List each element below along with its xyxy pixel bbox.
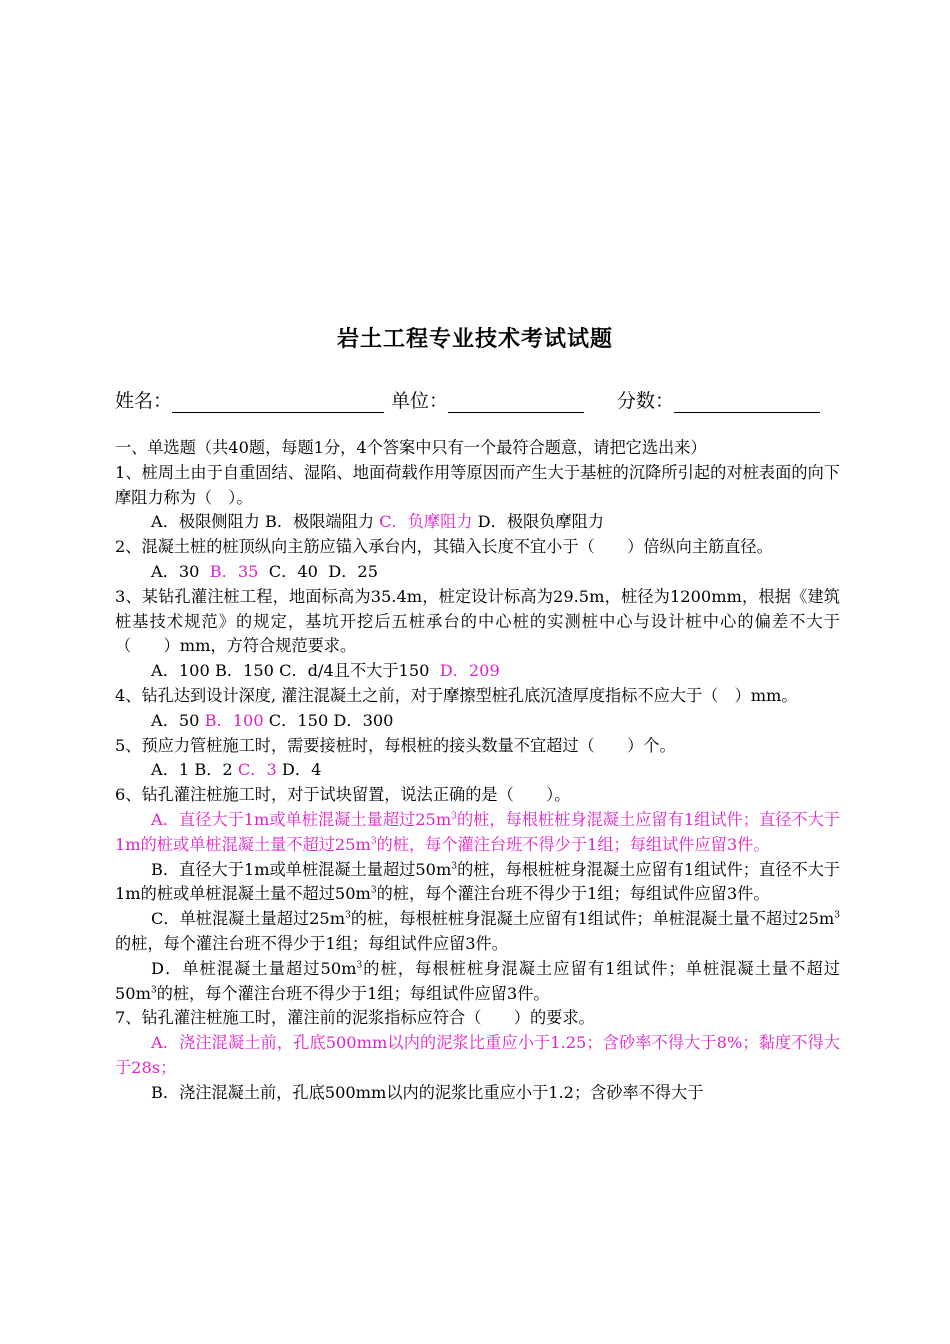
superscript: 3: [834, 910, 840, 921]
superscript: 3: [370, 885, 377, 896]
superscript: 3: [370, 836, 377, 847]
score-field: [617, 386, 820, 413]
q6-c-part2: 的桩，每根桩桩身混凝土应留有1组试件；单桩混凝土量不超过25m: [350, 909, 835, 929]
exam-body: [115, 436, 840, 1106]
question-1-stem: 1、桩周土由于自重固结、湿陷、地面荷载作用等原因而产生大于基桩的沉降所引起的对桩表面的向下摩阻力称为（ ）。: [115, 462, 840, 507]
q7-option-b: B．浇注混凝土前，孔底500mm以内的泥浆比重应小于1.2；含砂率不得大于: [151, 1082, 704, 1102]
question-2-options: [115, 560, 840, 585]
question-2-stem: 2、混凝土桩的桩顶纵向主筋应锚入承台内，其锚入长度不宜小于（ ）倍纵向主筋直径。: [115, 537, 773, 557]
page-title: 岩土工程专业技术考试试题: [336, 327, 613, 352]
q4-option-a: A．50: [151, 710, 200, 730]
q6-option-b: [115, 858, 840, 908]
exam-header: [115, 386, 855, 416]
name-field: [115, 386, 384, 413]
q6-d-part2: 的桩，每根桩桩身混凝土应留有1组试件；单桩混凝土量不超过50m: [115, 958, 840, 1003]
q6-option-c: [115, 907, 840, 957]
question-6-stem: 6、钻孔灌注桩施工时，对于试块留置，说法正确的是（ ）。: [115, 785, 571, 805]
section-heading: 一、单选题（共40题，每题1分，4个答案中只有一个最符合题意，请把它选出来）: [115, 438, 707, 457]
q6-option-d: [115, 957, 840, 1007]
q6-a-part1: A．直径大于1m或单桩混凝土量超过25m: [151, 809, 452, 829]
q5-option-c-answer: C．3: [237, 760, 277, 780]
q6-b-part1: B．直径大于1m或单桩混凝土量超过50m: [151, 859, 452, 879]
q3-option-c: C．d/4且不大于150: [279, 661, 430, 681]
q5-option-a: A．1: [151, 760, 190, 780]
q2-option-d: D．25: [328, 561, 378, 581]
question-3-options: [115, 659, 840, 684]
name-blank: [172, 390, 384, 413]
q3-option-b: B．150: [214, 661, 274, 681]
question-4-options: [115, 709, 840, 734]
name-label: 姓名：: [115, 390, 173, 412]
q3-option-d-answer: D．209: [439, 661, 500, 681]
unit-blank: [448, 390, 584, 413]
q1-option-c-answer: C．负摩阻力: [379, 512, 473, 532]
q6-b-part2: 的桩，每根桩桩身混凝土应留有1组试件；直径不大于1m的桩或单桩混凝土量不超过50m: [115, 859, 840, 904]
q5-option-b: B．2: [194, 760, 233, 780]
q2-option-b-answer: B．35: [209, 561, 259, 581]
q6-b-part3: 的桩，每个灌注台班不得少于1组；每组试件应留3件。: [376, 884, 770, 904]
superscript: 3: [451, 861, 458, 872]
score-label: 分数：: [617, 390, 675, 412]
question-4-stem: 4、钻孔达到设计深度, 灌注混凝土之前，对于摩擦型桩孔底沉渣厚度指标不应大于（ ）mm。: [115, 685, 798, 705]
q5-option-d: D．4: [281, 760, 322, 780]
q1-option-b: B．极限端阻力: [264, 512, 375, 532]
q6-a-part2: 的桩，每根桩桩身混凝土应留有1组试件；直径不大于1m的桩或单桩混凝土量不超过25m: [115, 809, 840, 854]
q6-d-part3: 的桩，每个灌注台班不得少于1组；每组试件应留3件。: [156, 983, 550, 1003]
superscript: 3: [356, 960, 363, 971]
question-7-stem: 7、钻孔灌注桩施工时，灌注前的泥浆指标应符合（ ）的要求。: [115, 1008, 595, 1028]
unit-field: [391, 386, 584, 413]
q6-option-a-answer: [115, 808, 840, 858]
question-5-options: [115, 758, 840, 783]
q6-c-part3: 的桩，每个灌注台班不得少于1组；每组试件应留3件。: [115, 933, 508, 953]
unit-label: 单位：: [391, 390, 449, 412]
q6-a-part3: 的桩，每个灌注台班不得少于1组；每组试件应留3件。: [376, 834, 770, 854]
q4-option-c: C．150: [268, 710, 329, 730]
q2-option-a: A．30: [151, 561, 200, 581]
superscript: 3: [345, 910, 351, 921]
score-blank: [674, 390, 820, 413]
q6-d-part1: D．单桩混凝土量超过50m: [151, 958, 357, 978]
q4-option-d: D．300: [333, 710, 394, 730]
q2-option-c: C．40: [268, 561, 318, 581]
question-1-options: [115, 510, 840, 535]
q6-c-part1: C．单桩混凝土量超过25m: [151, 909, 346, 929]
question-5-stem: 5、预应力管桩施工时，需要接桩时，每根桩的接头数量不宜超过（ ）个。: [115, 735, 676, 755]
q3-option-a: A．100: [151, 661, 210, 681]
question-3-stem: 3、某钻孔灌注桩工程，地面标高为35.4m，桩定设计标高为29.5m，桩径为1200mm，根据《建筑桩基技术规范》的规定，基坑开挖后五桩承台的中心桩的实测桩中心与设计桩中心的偏差不大于（ ）mm，方符合规范要求。: [115, 586, 840, 656]
q4-option-b-answer: B．100: [204, 710, 264, 730]
q1-option-d: D．极限负摩阻力: [477, 512, 604, 532]
q7-option-a-answer: A．浇注混凝土前，孔底500mm以内的泥浆比重应小于1.25；含砂率不得大于8%；黏度不得大于28s；: [115, 1033, 840, 1077]
q1-option-a: A．极限侧阻力: [151, 512, 260, 532]
superscript: 3: [150, 985, 157, 996]
superscript: 3: [451, 811, 457, 822]
